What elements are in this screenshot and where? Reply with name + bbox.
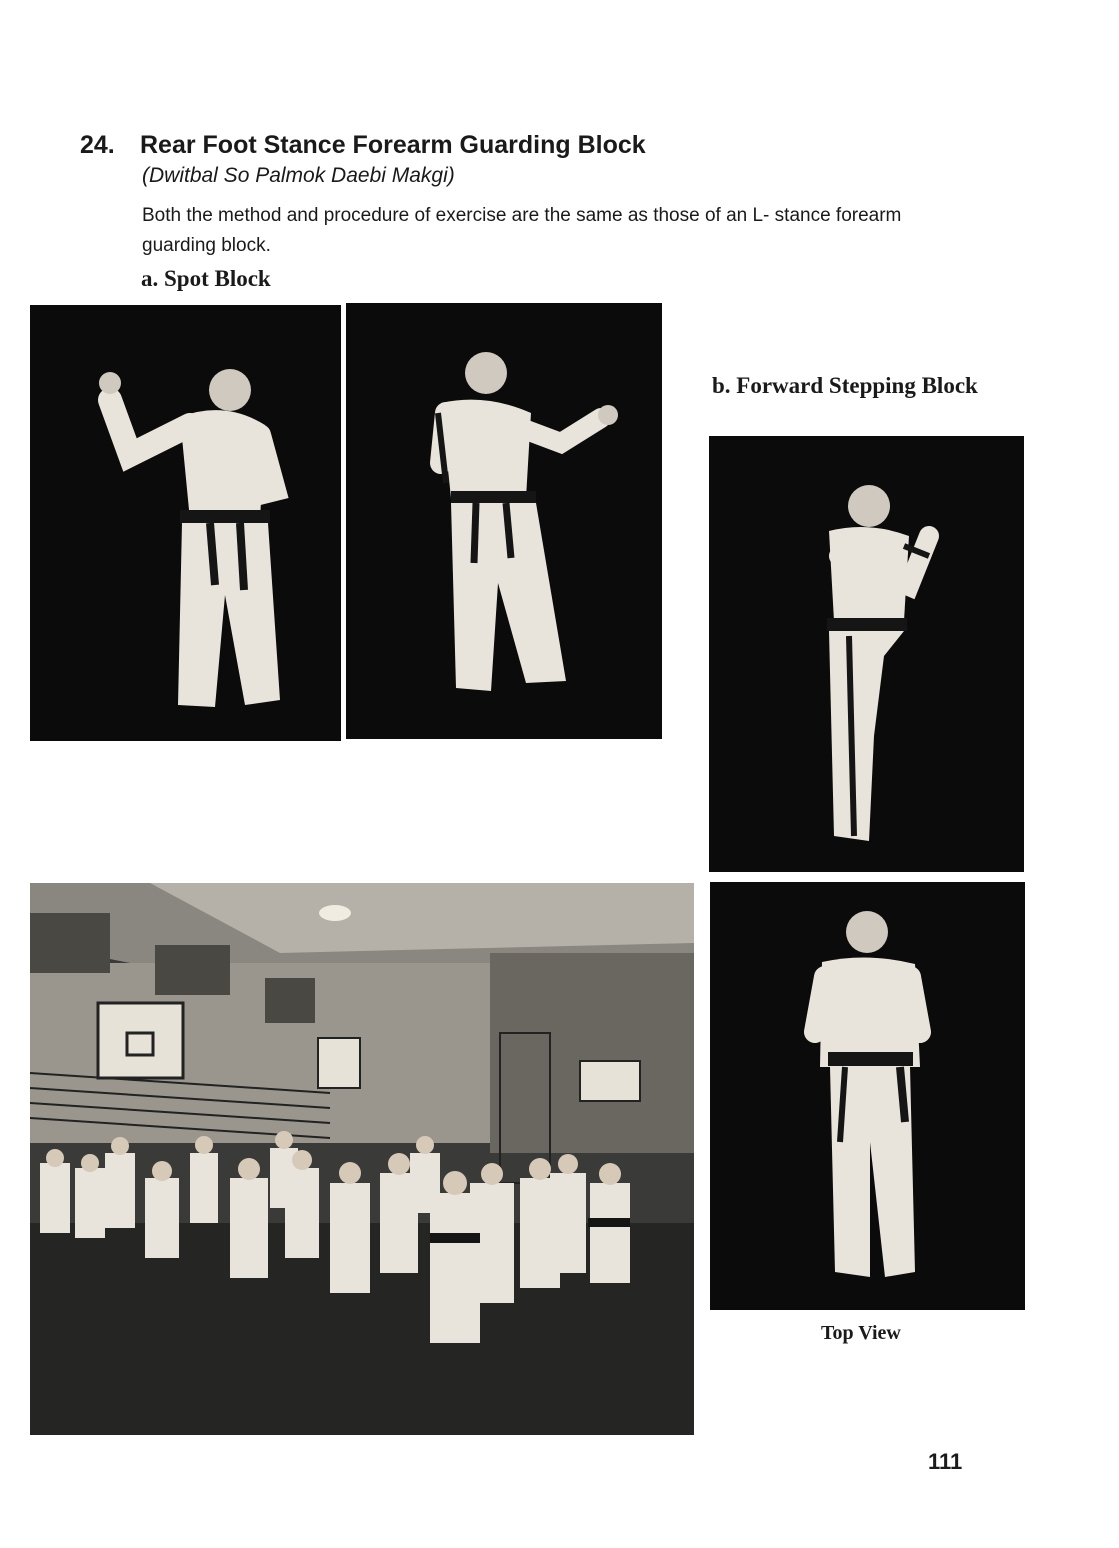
section-number: 24. — [80, 131, 115, 159]
page-number: 111 — [928, 1449, 963, 1474]
martial-artist-figure — [346, 303, 662, 739]
section-subtitle: (Dwitbal So Palmok Daebi Makgi) — [142, 164, 455, 187]
section-title: Rear Foot Stance Forearm Guarding Block — [140, 131, 646, 159]
martial-artist-figure — [30, 305, 341, 741]
forward-stepping-block-photo — [709, 436, 1024, 872]
spot-block-photo-2 — [346, 303, 662, 739]
forward-stepping-block-label: b. Forward Stepping Block — [712, 373, 978, 398]
top-view-caption: Top View — [821, 1322, 901, 1344]
top-view-photo — [710, 882, 1025, 1310]
martial-artist-figure — [709, 436, 1024, 872]
spot-block-photo-1 — [30, 305, 341, 741]
martial-artist-figure — [710, 882, 1025, 1310]
gymnasium-scene — [30, 883, 694, 1435]
class-training-photo — [30, 883, 694, 1435]
spot-block-label: a. Spot Block — [141, 266, 271, 291]
section-body-text: Both the method and procedure of exercise are the same as those of an L- stance forearm guarding block. — [142, 205, 902, 256]
